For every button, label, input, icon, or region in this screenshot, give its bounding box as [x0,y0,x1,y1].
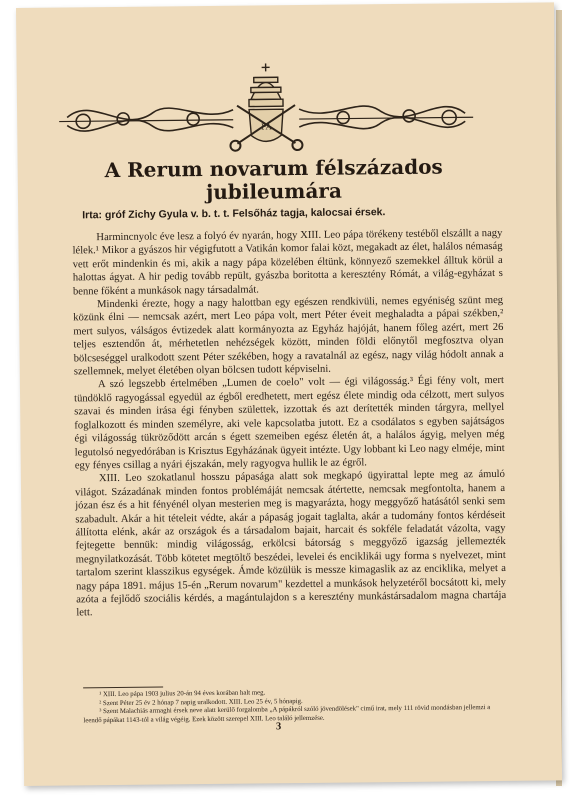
article-body [72,227,506,620]
body-paragraph: Mindenki érezte, hogy a nagy halottban egy egészen rendkivüli, nemes egyéniség szünt meg közünk élni — nemcsak azért, mert Leo pápa volt, mert Péter éveit meghaladta a pápai székben,² mert sulyos, válságos évtizedek alatt kormányozta az Egyház hajóját, hanem főleg azért, mert 26 teljes esztendőn át, mérhetetlen nehézségek között, minden földi előnytől megfosztva olyan bölcseséggel uralkodott szent Péter székében, hogy a ravatalnál az egész, nagy világ hódolt annak a szellemnek, melyet életében olyan bölcsen tudott képviselni. [73,294,504,378]
footnotes [83,687,503,726]
footnote: ² Szent Péter 25 év 2 hónap 7 napig uralkodott. XIII. Leo 25 év, 5 hónapig. [99,697,303,707]
footnote: ³ Szent Malachiás armaghi érsek neve alatt kerülő forgalomba „A pápákról szóló jövendölések" cimű irat, mely 111 rövid mondásban jellemzi a leendő pápákat 1143-tól a világ végéig. Ezek között szerepel XIII. Leo találó jellemzése. [83,704,491,725]
page-number: 3 [275,721,282,733]
article-byline: Irta: gróf Zichy Gyula v. b. t. t. Felsőház tagja, kalocsai érsek. [82,206,386,222]
article-title-line-2: jubileumára [205,178,342,205]
footnote: ¹ XIII. Leo pápa 1903 julius 20-án 94 éves korában halt meg. [99,689,266,699]
article-title-line-1: A Rerum novarum félszázados [104,154,443,183]
body-paragraph: XIII. Leo szokatlanul hosszu pápasága alatt sok megkapó ügyirattal lepte meg az ámuló világot. Századának minden fontos problémáját nemcsak átértette, nemcsak megfontolta, hanem a józan ész és a hit fényénél olyan mesterien meg is magyarázta, hogy meggyőző hatásától senki sem szabadult. Akár a hit tételeit védte, akár a pápaság jogait taglalta, akár a tudomány fontos kérdéseit állította elénk, akár az országok és a társadalom bajait, harcait és sokféle feladatát vázolta, vagy fejtegette bennük: mindig világosság, erkölcsi bátorság s meggyőző igazság jellemezték megnyilatkozását. Több kötetet megtöltő beszédei, levelei és enciklikái ugy forma s nyelvezet, mint tartalom szerint klasszikus egységek. Ámde közülük is messze kimagaslik az az enciklika, melyet a nagy pápa 1891. május 15-én „Rerum novarum" kezdettel a munkások helyzetéről bocsátott ki, mely azóta a fejlődő szociális kérdés, a magántulajdon s a keresztény munkástársadalom magna chartája lett. [75,469,507,619]
footnote-divider [83,686,163,688]
body-paragraph: A szó legszebb értelmében „Lumen de coelo" volt — égi világosság.³ Égi fény volt, mert tündöklő ragyogással egyedül az égből eredhetett, mert egész élete mindig oda célzott, mert sulyos szavai és minden irása égi fényben születtek, izzottak és azt derítették minden tárgyra, mellyel foglalkozott és minden személyre, aki vele kapcsolatba jutott. Ez a csodálatos s egyben sajátságos égi világosság tükröződött arcán s égett szemeiben egész életén át, a halálos ágyig, melyen még legutolsó negyedórában is Krisztus Egyházának ügyeit intézte. Ugy lobbant ki Leo nagy elméje, mint egy fényes csillag a nyári éjszakán, mely ragyogva hullik le az égről. [74,375,505,472]
document-page [16,2,562,786]
papal-tiara-crossed-keys-icon [53,61,480,157]
body-paragraph: Harmincnyolc éve lesz a folyó év nyarán, hogy XIII. Leo pápa törékeny testéből elszállt a nagy lélek.¹ Mikor a gyászos hir végigfutott a Vatikán komor falai közt, megakadt az élet, halálos némaság vett erőt mindenkin és mi, akik a nagy pápa közelében éltünk, könnyező szemekkel álltuk körül a halottas ágyat. A hir pedig tovább repült, gyászba boritotta a keresztény Rómát, a világ-egyházat s benne főként a munkások nagy társadalmát. [72,227,503,298]
svg-text:PA: PA [260,122,272,132]
